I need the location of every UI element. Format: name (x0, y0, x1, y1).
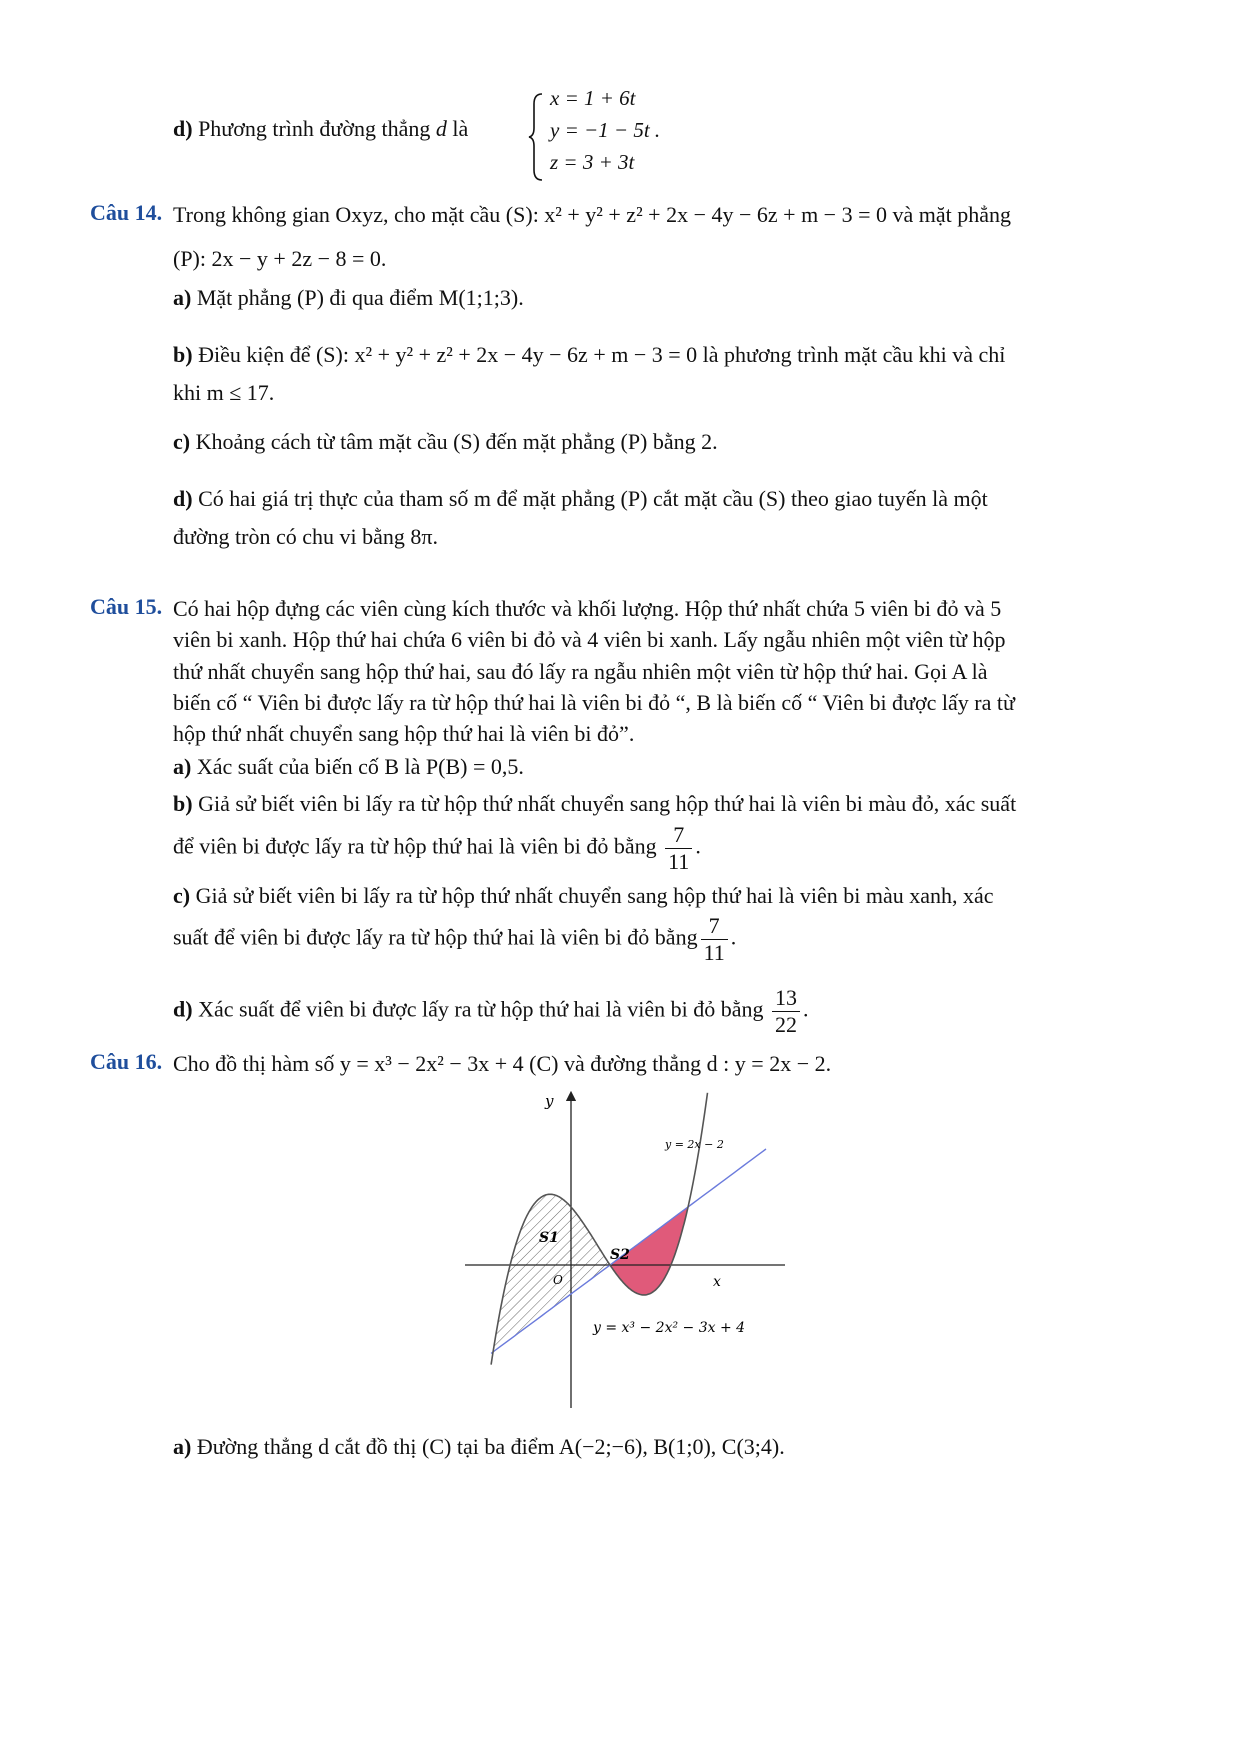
system-row-x: x = 1 + 6t (550, 86, 636, 110)
q15-b-label: b) (173, 791, 193, 816)
q14-number: Câu 14. (90, 200, 163, 225)
q15-a-text: Xác suất của biến cố B là P(B) = 0,5. (191, 754, 524, 779)
q15-c-label: c) (173, 883, 191, 908)
q15-d-numerator: 13 (772, 985, 800, 1012)
q15-c-line1 (173, 881, 994, 911)
q13-d-label: d) (173, 116, 193, 141)
q14-c (173, 427, 718, 457)
q13-d-text: Phương trình đường thẳng (192, 116, 436, 141)
q15-d: d) Xác suất để viên bi được lấy ra từ hộp thứ hai là viên bi đỏ bằng $\frac{13}{22}$ . (173, 985, 809, 1037)
q14-d-text: Có hai giá trị thực của tham số m để mặt phẳng (P) cắt mặt cầu (S) theo giao tuyến là một (192, 486, 988, 511)
q14-b-line2: khi m ≤ 17. (173, 380, 275, 405)
s1-label: S1 (539, 1230, 559, 1246)
system-row-z: z = 3 + 3t (550, 150, 635, 174)
origin-label: O (553, 1273, 563, 1287)
q15-b-numerator: 7 (665, 822, 692, 849)
q14-a-label: a) (173, 285, 192, 310)
q15-d-denominator: 22 (775, 1012, 798, 1037)
q15-para-line5: hộp thứ nhất chuyển sang hộp thứ hai là viên bi đỏ”. (173, 721, 635, 746)
q15-d-fraction (772, 985, 800, 1038)
q15-para-line2: viên bi xanh. Hộp thứ hai chứa 6 viên bi đỏ và 4 viên bi xanh. Lấy ngẫu nhiên một viên từ hộp (173, 627, 1006, 652)
q14-b-line1 (173, 340, 1005, 370)
q14-d-line1 (173, 484, 988, 514)
q15-number: Câu 15. (90, 594, 163, 619)
q14-b-text: Điều kiện để (S): x² + y² + z² + 2x − 4y − 6z + m − 3 = 0 là phương trình mặt cầu khi và chỉ (192, 342, 1006, 367)
q14-line2: (P): 2x − y + 2z − 8 = 0. (173, 246, 387, 271)
function-graph (455, 1088, 795, 1413)
s2-label: S2 (610, 1247, 630, 1263)
q15-b-fraction (665, 822, 692, 875)
q15-a (173, 752, 524, 782)
q14-line1: Trong không gian Oxyz, cho mặt cầu (S): x² + y² + z² + 2x − 4y − 6z + m − 3 = 0 và mặt phẳng (173, 202, 1012, 227)
q14-d-line2: đường tròn có chu vi bằng 8π. (173, 524, 439, 549)
q13-d-var: d (435, 116, 447, 141)
q15-para-line1: Có hai hộp đựng các viên cùng kích thước và khối lượng. Hộp thứ nhất chứa 5 viên bi đỏ và 5 (173, 596, 1002, 621)
q14-b-label: b) (173, 342, 193, 367)
q15-b-line1 (173, 789, 1016, 819)
q16-number: Câu 16. (90, 1049, 163, 1074)
q16-a-label: a) (173, 1434, 192, 1459)
q14-a (173, 283, 524, 313)
q15-c-numerator: 7 (701, 913, 728, 940)
x-axis-label: x (713, 1274, 721, 1290)
q15-b-denominator: 11 (668, 849, 690, 874)
q15-c-line2: suất để viên bi được lấy ra từ hộp thứ hai là viên bi đỏ bằng $\frac{7}{11}$ . (173, 913, 737, 965)
q13-d-is: là (446, 116, 469, 141)
system-row-y: y = −1 − 5t . (550, 118, 661, 142)
q14-d-label: d) (173, 486, 193, 511)
system-brace (528, 92, 548, 182)
q14-c-text: Khoảng cách từ tâm mặt cầu (S) đến mặt phẳng (P) bằng 2. (190, 429, 718, 454)
q16-a (173, 1432, 785, 1462)
q15-para-line3: thứ nhất chuyển sang hộp thứ hai, sau đó lấy ra ngẫu nhiên một viên từ hộp thứ hai. Gọi A là (173, 659, 988, 684)
q15-c-text2: suất để viên bi được lấy ra từ hộp thứ hai là viên bi đỏ bằng (173, 924, 698, 950)
q14-c-label: c) (173, 429, 191, 454)
q13-d-statement (173, 114, 468, 144)
q15-c-text: Giả sử biết viên bi lấy ra từ hộp thứ nhất chuyển sang hộp thứ hai là viên bi màu xanh, xác (190, 883, 994, 908)
q15-b-text2: để viên bi được lấy ra từ hộp thứ hai là viên bi đỏ bằng (173, 833, 663, 859)
q15-d-text: Xác suất để viên bi được lấy ra từ hộp thứ hai là viên bi đỏ bằng (192, 996, 770, 1022)
q15-para-line4: biến cố “ Viên bi được lấy ra từ hộp thứ hai là viên bi đỏ “, B là biến cố “ Viên bi được lấy ra từ (173, 690, 1015, 715)
q14-a-text: Mặt phẳng (P) đi qua điểm M(1;1;3). (191, 285, 524, 310)
q15-c-denominator: 11 (703, 940, 725, 965)
q15-c-fraction (701, 913, 728, 966)
q16-line1: Cho đồ thị hàm số y = x³ − 2x² − 3x + 4 (C) và đường thẳng d : y = 2x − 2. (173, 1051, 832, 1076)
q15-b-text: Giả sử biết viên bi lấy ra từ hộp thứ nhất chuyển sang hộp thứ hai là viên bi màu đỏ, xác suất (192, 791, 1017, 816)
curve-c-label: y = x³ − 2x² − 3x + 4 (593, 1320, 746, 1336)
line-d-label: y = 2x − 2 (665, 1138, 724, 1151)
q15-b-line2: để viên bi được lấy ra từ hộp thứ hai là viên bi đỏ bằng $\frac{7}{11}$ . (173, 822, 701, 874)
q15-a-label: a) (173, 754, 192, 779)
q16-a-text: Đường thẳng d cắt đồ thị (C) tại ba điểm A(−2;−6), B(1;0), C(3;4). (191, 1434, 785, 1459)
y-axis-label: y (545, 1092, 554, 1110)
q15-d-label: d) (173, 996, 193, 1022)
